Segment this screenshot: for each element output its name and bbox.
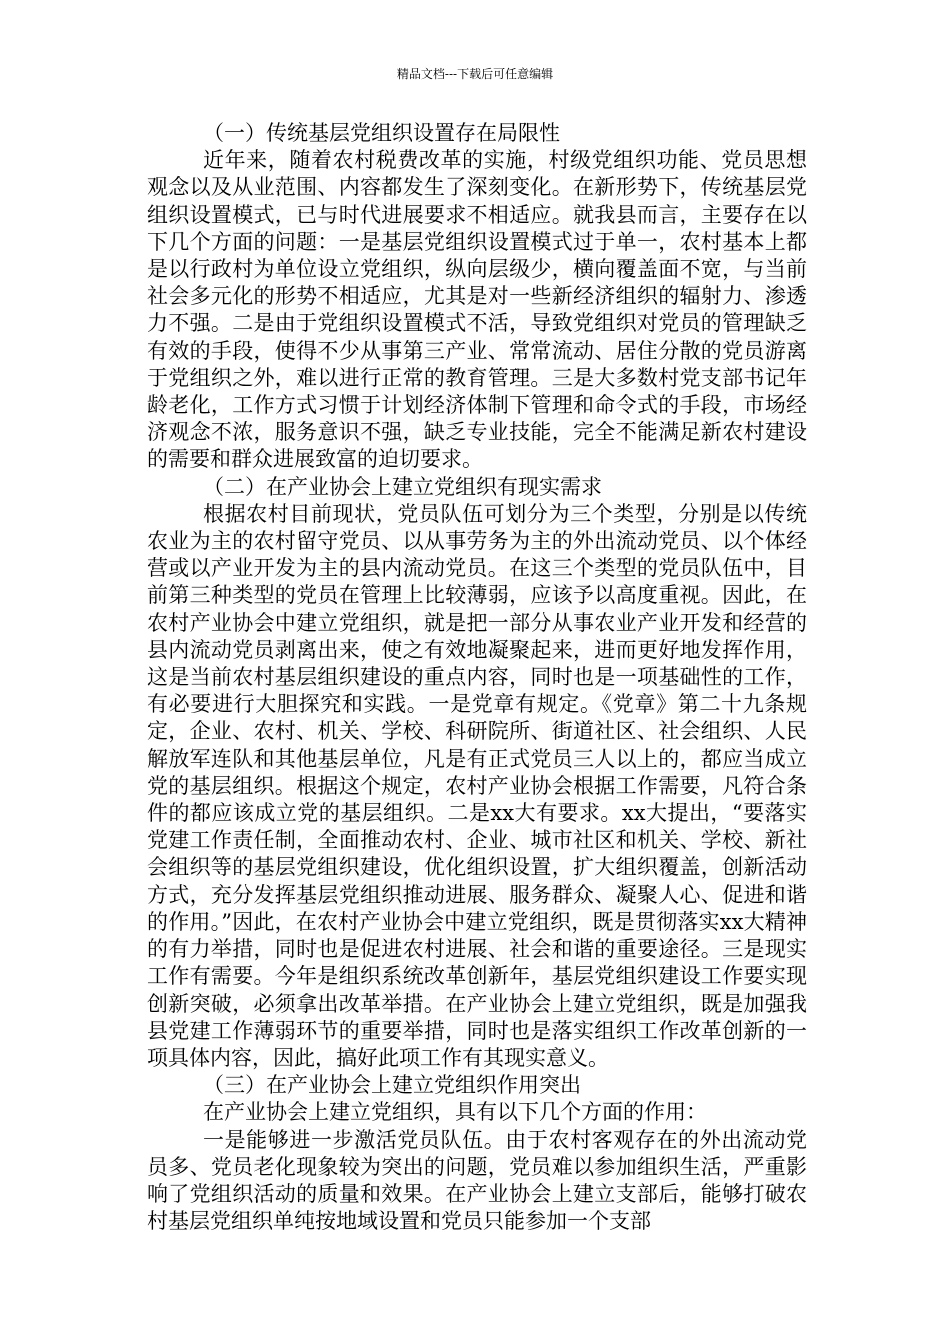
body-paragraph: 一是能够进一步激活党员队伍。由于农村客观存在的外出流动党员多、党员老化现象较为突出的问题，党员难以参加组织生活，严重影响了党组织活动的质量和效果。在产业协会上建立支部后，能够打破农村基层党组织单纯按地域设置和党员只能参加一个支部 [147,1127,807,1234]
body-paragraph: 近年来，随着农村税费改革的实施，村级党组织功能、党员思想观念以及从业范围、内容都发生了深刻变化。在新形势下，传统基层党组织设置模式，已与时代进展要求不相适应。就我县而言，主要存在以下几个方面的问题：一是基层党组织设置模式过于单一，农村基本上都是以行政村为单位设立党组织，纵向层级少，横向覆盖面不宽，与当前社会多元化的形势不相适应，尤其是对一些新经济组织的辐射力、渗透力不强。二是由于党组织设置模式不活，导致党组织对党员的管理缺乏有效的手段，使得不少从事第三产业、常常流动、居住分散的党员游离于党组织之外，难以进行正常的教育管理。三是大多数村党支部书记年龄老化，工作方式习惯于计划经济体制下管理和命令式的手段，市场经济观念不浓，服务意识不强，缺乏专业技能，完全不能满足新农村建设的需要和群众进展致富的迫切要求。 [147,148,807,472]
section-heading-2: （二）在产业协会上建立党组织有现实需求 [203,474,602,499]
section-heading-3: （三）在产业协会上建立党组织作用突出 [203,1073,581,1098]
page-header: 精品文档---下载后可任意编辑 [396,67,554,81]
body-paragraph: 在产业协会上建立党组织，具有以下几个方面的作用： [203,1100,707,1125]
section-heading-1: （一）传统基层党组织设置存在局限性 [203,121,560,145]
document-body [147,120,807,1235]
body-paragraph: 根据农村目前现状，党员队伍可划分为三个类型，分别是以传统农业为主的农村留守党员、以从事劳务为主的外出流动党员、以个体经营或以产业开发为主的县内流动党员。在这三个类型的党员队伍中，目前第三种类型的党员在管理上比较薄弱，应该予以高度重视。因此，在农村产业协会中建立党组织，就是把一部分从事农业产业开发和经营的县内流动党员剥离出来，使之有效地凝聚起来，进而更好地发挥作用，这是当前农村基层组织建设的重点内容，同时也是一项基础性的工作，有必要进行大胆探究和实践。一是党章有规定。《党章》第二十九条规定，企业、农村、机关、学校、科研院所、街道社区、社会组织、人民解放军连队和其他基层单位，凡是有正式党员三人以上的，都应当成立党的基层组织。根据这个规定，农村产业协会根据工作需要，凡符合条件的都应该成立党的基层组织。二是xx大有要求。xx大提出，“要落实党建工作责任制，全面推动农村、企业、城市社区和机关、学校、新社会组织等的基层党组织建设，优化组织设置，扩大组织覆盖，创新活动方式，充分发挥基层党组织推动进展、服务群众、凝聚人心、促进和谐的作用。”因此，在农村产业协会中建立党组织，既是贯彻落实xx大精神的有力举措，同时也是促进农村进展、社会和谐的重要途径。三是现实工作有需要。今年是组织系统改革创新年，基层党组织建设工作要实现创新突破，必须拿出改革举措。在产业协会上建立党组织，既是加强我县党建工作薄弱环节的重要举措，同时也是落实组织工作改革创新的一项具体内容，因此，搞好此项工作有其现实意义。 [147,501,807,1070]
